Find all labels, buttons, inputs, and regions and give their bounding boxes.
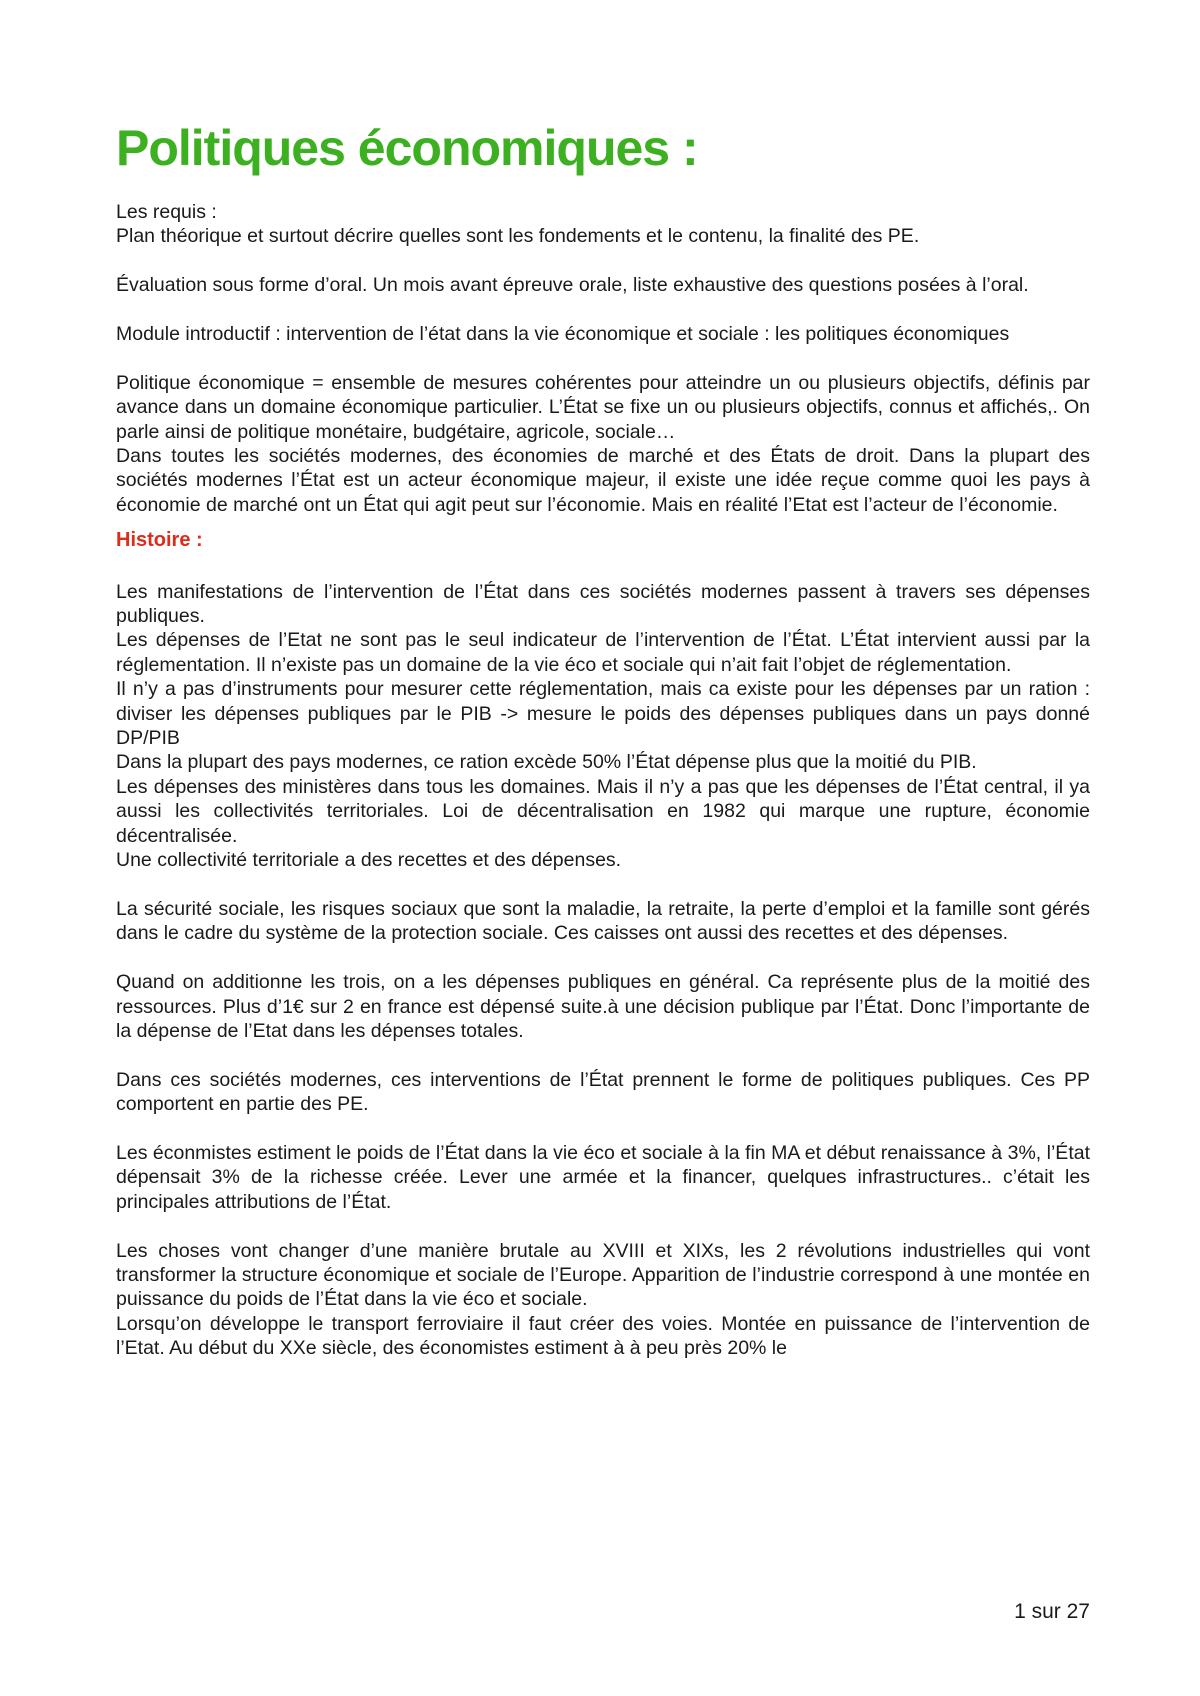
histoire-paragraph-3: Il n’y a pas d’instruments pour mesurer cette réglementation, mais ca existe pour les dépenses par un ration : diviser les dépenses publiques par le PIB -> mesure le poids des dépenses publiques dans un pays donné DP/PIB (116, 678, 1090, 750)
histoire-paragraph-9: Dans ces sociétés modernes, ces interventions de l’État prennent le forme de politiques publiques. Ces PP comportent en partie des PE. (116, 1068, 1090, 1116)
spacer (116, 946, 1090, 970)
requis-text: Plan théorique et surtout décrire quelles sont les fondements et le contenu, la finalité des PE. (116, 225, 920, 248)
histoire-paragraph-1: Les manifestations de l’intervention de l’État dans ces sociétés modernes passent à travers ses dépenses publiques. (116, 580, 1090, 628)
histoire-paragraph-10: Les éconmistes estiment le poids de l’État dans la vie éco et sociale à la fin MA et début renaissance à 3%, l’État dépensait 3% de la richesse créée. Lever une armée et la financer, quelques infrastructures.. c’était les principales attributions de l’État. (116, 1141, 1090, 1213)
spacer (116, 1043, 1090, 1067)
histoire-paragraph-7: La sécurité sociale, les risques sociaux que sont la maladie, la retraite, la perte d’emploi et la famille sont gérés dans le cadre du système de la protection sociale. Ces caisses ont aussi des recettes et des dépenses. (116, 897, 1090, 945)
spacer (116, 1214, 1090, 1238)
spacer (116, 555, 1090, 579)
histoire-paragraph-11: Les choses vont changer d’une manière brutale au XVIII et XIXs, les 2 révolutions industrielles qui vont transformer la structure économique et sociale de l’Europe. Apparition de l’industrie correspond à une montée en puissance du poids de l’État dans la vie éco et sociale. (116, 1239, 1090, 1311)
spacer (116, 249, 1090, 273)
module-paragraph: Module introductif : intervention de l’état dans la vie économique et sociale : les politiques économiques (116, 323, 1010, 345)
spacer (116, 346, 1090, 370)
histoire-paragraph-12: Lorsqu’on développe le transport ferroviaire il faut créer des voies. Montée en puissance de l’intervention de l’Etat. Au début du XXe siècle, des économistes estiment à à peu près 20% le (116, 1312, 1090, 1360)
histoire-paragraph-6: Une collectivité territoriale a des recettes et des dépenses. (116, 849, 622, 872)
histoire-paragraph-2: Les dépenses de l’Etat ne sont pas le seul indicateur de l’intervention de l’État. L’État intervient aussi par la réglementation. Il n’existe pas un domaine de la vie éco et sociale qui n’ait fait l’objet de réglementation. (116, 629, 1090, 676)
requis-label: Les requis : (116, 201, 217, 223)
document-title: Politiques économiques : (116, 120, 698, 176)
societes-paragraph: Dans toutes les sociétés modernes, des économies de marché et des États de droit. Dans la plupart des sociétés modernes l’État est un acteur économique majeur, il existe une idée reçue comme quoi les pays à économie de marché ont un État qui agit peut sur l’économie. Mais en réalité l’Etat est l’acteur de l’économie. (116, 445, 1090, 516)
document-page (116, 118, 1090, 1361)
evaluation-paragraph: Évaluation sous forme d’oral. Un mois avant épreuve orale, liste exhaustive des questions posées à l’oral. (116, 274, 1029, 297)
histoire-paragraph-5: Les dépenses des ministères dans tous les domaines. Mais il n’y a pas que les dépenses de l’État central, il ya aussi les collectivités territoriales. Loi de décentralisation en 1982 qui marque une rupture, économie décentralisée. (116, 775, 1090, 847)
page-number: 1 sur 27 (1014, 1600, 1090, 1623)
spacer (116, 1117, 1090, 1141)
definition-paragraph: Politique économique = ensemble de mesures cohérentes pour atteindre un ou plusieurs objectifs, définis par avance dans un domaine économique particulier. L’État se fixe un ou plusieurs objectifs, connus et affichés,. On parle ainsi de politique monétaire, budgétaire, agricole, sociale… (116, 371, 1090, 443)
histoire-paragraph-8: Quand on additionne les trois, on a les dépenses publiques en général. Ca représente plus de la moitié des ressources. Plus d’1€ sur 2 en france est dépensé suite.à une décision publique par l’État. Donc l’importante de la dépense de l’Etat dans les dépenses totales. (116, 971, 1090, 1042)
histoire-paragraph-4: Dans la plupart des pays modernes, ce ration excède 50% l’État dépense plus que la moitié du PIB. (116, 751, 977, 774)
spacer (116, 873, 1090, 897)
histoire-heading: Histoire : (116, 529, 203, 552)
spacer (116, 298, 1090, 322)
